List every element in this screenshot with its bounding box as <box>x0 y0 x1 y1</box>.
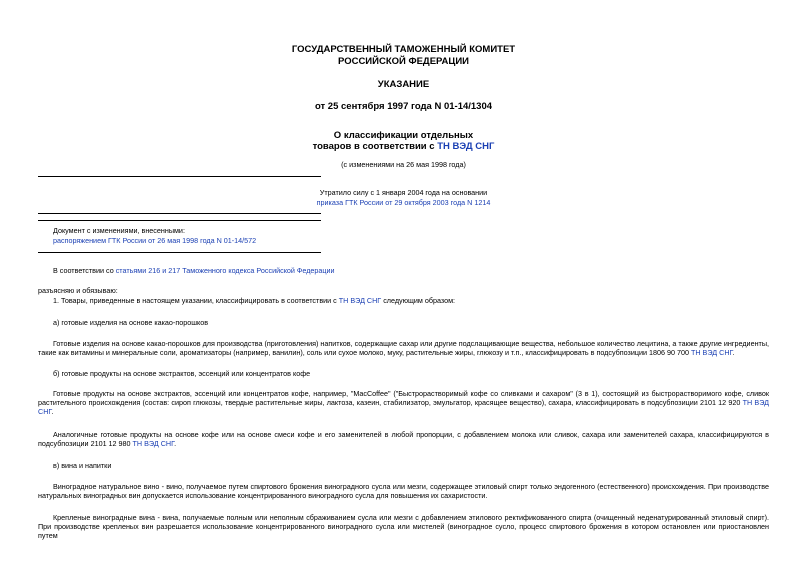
section-c2-text: Крепленые виноградные вина - вина, получаемые полным или неполным сбраживанием сусла или мезги с добавлением этилового ректификованного спирта (очищенный неденатурированный этиловый спирт). При производстве крепленых вин разрешается использование концентрированного виноградного сусла или мистелей (виноградное сусло, процесс спиртового брожения в котором остановлен или приостановлен путем <box>38 513 769 541</box>
section-b2-body: Аналогичные готовые продукты на основе кофе или на основе смеси кофе и его заменителей в любой пропорции, с добавлением молока или сливок, сахара или заменителей сахара, классифицируются в подсубпозиции 2101 12 980 <box>38 430 769 449</box>
section-a-text <box>38 339 769 357</box>
paragraph-1-suffix: следующим образом: <box>381 296 456 305</box>
section-b-body: Готовые продукты на основе экстрактов, эссенций или концентратов кофе, например, "MacCoffee" ("Быстрорастворимый кофе со сливками и сахаром" (3 в 1), состоящий из быстрорастворимого кофе, сливок растительного происхождения (состав: сироп глюкозы, твердые растительные жиры, лактоза, казеин, стабилизатор, эмульгатор, красящее вещество), сахара, классифицировать в подсубпозиции 2101 12 920 <box>38 389 769 408</box>
tn-ved-link[interactable]: ТН ВЭД СНГ <box>690 348 733 358</box>
paragraph-1 <box>38 296 769 305</box>
divider <box>38 176 321 177</box>
tn-ved-link[interactable]: ТН ВЭД СНГ <box>132 439 175 449</box>
customs-code-link[interactable]: статьями 216 и 217 Таможенного кодекса Российской Федерации <box>115 266 335 275</box>
amendments-label: Документ с изменениями, внесенными: <box>53 226 185 235</box>
explain-paragraph: разъясняю и обязываю: <box>38 286 118 295</box>
section-a-body: Готовые изделия на основе какао-порошков для производства (приготовления) напитков, содержащие сахар или другие подслащивающие вещества, небольшое количество лецитина, а также другие ингредиенты, такие как витамины и минеральные соли, ароматизаторы (например, ванилин), соль или сухое молоко, муку, растительные жиры, глюкозу и т.п., классифицировать в подсубпозиции 1806 90 700 <box>38 339 769 358</box>
changes-note: (с изменениями на 26 мая 1998 года) <box>341 160 466 169</box>
amendments-order-link[interactable]: распоряжением ГТК России от 26 мая 1998 года N 01-14/572 <box>53 236 257 245</box>
title-line-1: О классификации отдельных <box>333 130 474 141</box>
section-b2-suffix: . <box>174 439 177 449</box>
intro-text: В соответствии со <box>53 266 116 275</box>
divider <box>38 252 321 253</box>
divider <box>38 213 321 214</box>
section-a-heading: а) готовые изделия на основе какао-порошков <box>53 318 209 327</box>
title-line-2-text: товаров в соответствии с <box>312 141 438 152</box>
intro-paragraph <box>38 266 769 275</box>
title-tn-ved-link[interactable]: ТН ВЭД СНГ <box>437 141 495 152</box>
document-date-number: от 25 сентября 1997 года N 01-14/1304 <box>314 101 493 112</box>
tn-ved-link[interactable]: ТН ВЭД СНГ <box>338 296 382 305</box>
section-c-heading: в) вина и напитки <box>53 461 112 470</box>
divider <box>38 220 321 221</box>
validity-text: Утратило силу с 1 января 2004 года на основании <box>319 188 488 197</box>
title-line-2 <box>0 141 807 153</box>
section-b2-text <box>38 430 769 448</box>
validity-link-line <box>0 198 807 207</box>
section-b-suffix: . <box>51 407 54 417</box>
validity-order-link[interactable]: приказа ГТК России от 29 октября 2003 года N 1214 <box>316 198 491 207</box>
issuer-line-1: ГОСУДАРСТВЕННЫЙ ТАМОЖЕННЫЙ КОМИТЕТ <box>291 44 516 55</box>
section-b-heading: б) готовые продукты на основе экстрактов, эссенций или концентратов кофе <box>53 369 311 378</box>
document-type: УКАЗАНИЕ <box>377 79 430 90</box>
section-c-text: Виноградное натуральное вино - вино, получаемое путем спиртового брожения виноградного сусла или мезги, содержащее этиловый спирт только эндогенного (естественного) происхождения. При производстве натуральных виноградных вин допускается использование концентрированного виноградного сусла для повышения их сахаристости. <box>38 482 769 501</box>
tn-ved-link[interactable]: ТН ВЭД СНГ <box>38 398 769 417</box>
issuer-line-2: РОССИЙСКОЙ ФЕДЕРАЦИИ <box>337 56 469 67</box>
section-b-text <box>38 389 769 417</box>
paragraph-1-text: 1. Товары, приведенные в настоящем указании, классифицировать в соответствии с <box>53 296 339 305</box>
section-a-suffix: . <box>732 348 735 358</box>
amendments-link-line <box>53 236 256 245</box>
